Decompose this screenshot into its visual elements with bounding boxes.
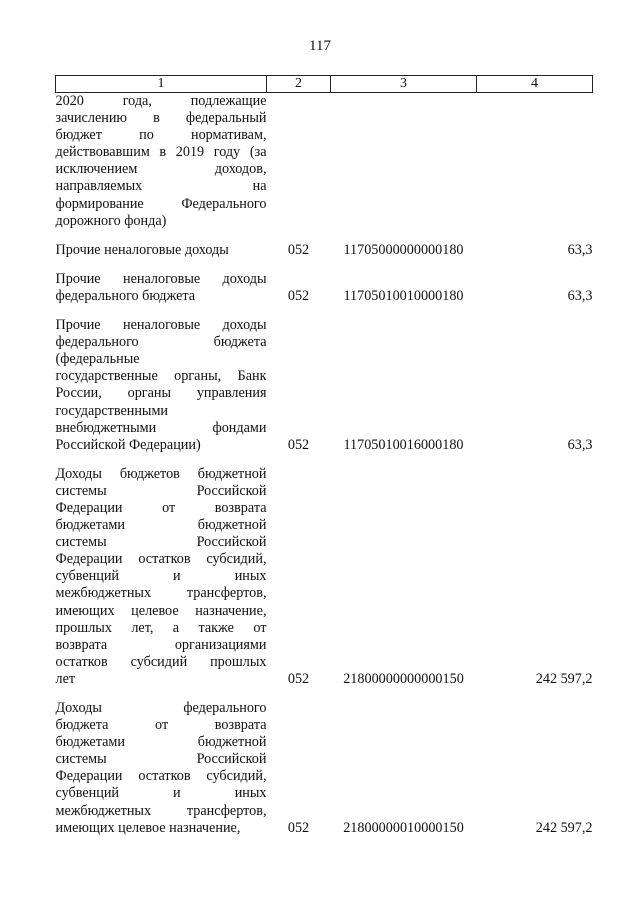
admin-code-cell: 052: [287, 436, 310, 453]
row-spacer-cell: [56, 454, 593, 466]
income-name-line: субвенций и иных: [55, 568, 267, 585]
amount-cell: 63,3: [567, 287, 593, 304]
income-name-line: Прочие неналоговые доходы: [55, 317, 267, 334]
amount-cell: 63,3: [567, 241, 593, 258]
income-name-line: федерального бюджета: [55, 334, 267, 351]
income-name-line: Федерации от возврата: [55, 499, 267, 516]
income-name-line: бюджетами бюджетной: [55, 517, 267, 534]
row-spacer-cell: [56, 305, 593, 317]
income-name-line: (федеральные: [55, 351, 140, 368]
income-name-line: бюджетами бюджетной: [55, 734, 267, 751]
row-spacer-cell: [56, 688, 593, 700]
income-name-cell: [56, 317, 267, 454]
income-name-line: Российской Федерации): [55, 436, 201, 453]
income-name-line: бюджета от возврата: [55, 717, 267, 734]
income-name-line: системы Российской: [55, 751, 267, 768]
income-name-line: прошлых лет, а также от: [55, 619, 267, 636]
row-spacer: [56, 305, 593, 317]
column-header-2: 2: [267, 76, 331, 93]
amount-cell: [477, 93, 593, 230]
row-spacer: [56, 454, 593, 466]
income-name-line: действовавшим в 2019 году (за: [55, 144, 267, 161]
column-header-1: 1: [56, 76, 267, 93]
income-name-line: федерального бюджета: [55, 287, 196, 304]
income-name-line: возврата организациями: [55, 636, 267, 653]
income-name-line: государственные органы, Банк: [55, 368, 267, 385]
income-name-cell: [56, 466, 267, 688]
table-body: [56, 93, 593, 837]
admin-code-cell: [267, 93, 331, 230]
row-spacer-cell: [56, 259, 593, 271]
budget-table: [55, 75, 593, 837]
table-row: [56, 466, 593, 688]
income-name-line: России, органы управления: [55, 385, 267, 402]
amount-cell: 63,3: [567, 436, 593, 453]
income-name-line: 2020 года, подлежащие: [55, 93, 267, 109]
income-name-line: системы Российской: [55, 534, 267, 551]
budget-code-cell: 11705010010000180: [343, 287, 464, 304]
income-name-line: Прочие неналоговые доходы: [55, 241, 229, 258]
budget-code-cell: [331, 93, 477, 230]
income-name-line: субвенций и иных: [55, 785, 267, 802]
income-name-line: зачислению в федеральный: [55, 110, 267, 127]
table-row: [56, 317, 593, 454]
column-header-3: 3: [331, 76, 477, 93]
income-name-line: межбюджетных трансфертов,: [55, 585, 267, 602]
income-name-cell: [56, 93, 267, 230]
income-name-line: Доходы бюджетов бюджетной: [55, 465, 267, 482]
income-name-cell: [56, 271, 267, 305]
row-spacer: [56, 259, 593, 271]
income-name-line: Прочие неналоговые доходы: [55, 270, 267, 287]
table-row: [56, 242, 593, 259]
income-name-line: направляемых на: [55, 178, 267, 195]
income-name-line: государственными: [55, 402, 169, 419]
row-spacer-cell: [56, 230, 593, 242]
amount-cell: 242 597,2: [535, 670, 593, 687]
income-name-line: Федерации остатков субсидий,: [55, 768, 267, 785]
budget-code-cell: 11705010016000180: [343, 436, 464, 453]
income-name-line: Доходы федерального: [55, 700, 267, 716]
income-name-line: лет: [55, 670, 76, 687]
income-name-line: имеющих целевое назначение,: [55, 819, 241, 836]
income-name-cell: [56, 700, 267, 837]
income-name-line: Федерации остатков субсидий,: [55, 551, 267, 568]
admin-code-cell: 052: [287, 287, 310, 304]
amount-cell: 242 597,2: [535, 819, 593, 836]
row-spacer: [56, 688, 593, 700]
budget-code-cell: 21800000010000150: [343, 819, 464, 836]
income-name-line: внебюджетными фондами: [55, 419, 267, 436]
admin-code-cell: 052: [287, 819, 310, 836]
income-name-line: межбюджетных трансфертов,: [55, 802, 267, 819]
row-spacer: [56, 230, 593, 242]
income-name-line: исключением доходов,: [55, 161, 267, 178]
admin-code-cell: 052: [287, 241, 310, 258]
budget-code-cell: 11705000000000180: [343, 241, 464, 258]
column-number-row: [56, 76, 593, 93]
income-name-cell: [56, 242, 267, 259]
budget-code-cell: 21800000000000150: [343, 670, 464, 687]
column-header-4: 4: [477, 76, 593, 93]
income-name-line: системы Российской: [55, 482, 267, 499]
page-number: 117: [309, 38, 331, 54]
table-row: [56, 93, 593, 230]
admin-code-cell: 052: [287, 670, 310, 687]
table-row: [56, 271, 593, 305]
income-name-line: имеющих целевое назначение,: [55, 602, 267, 619]
income-name-line: остатков субсидий прошлых: [55, 653, 267, 670]
income-name-line: формирование Федерального: [55, 195, 267, 212]
table-row: [56, 700, 593, 837]
income-name-line: дорожного фонда): [55, 212, 167, 229]
income-name-line: бюджет по нормативам,: [55, 127, 267, 144]
